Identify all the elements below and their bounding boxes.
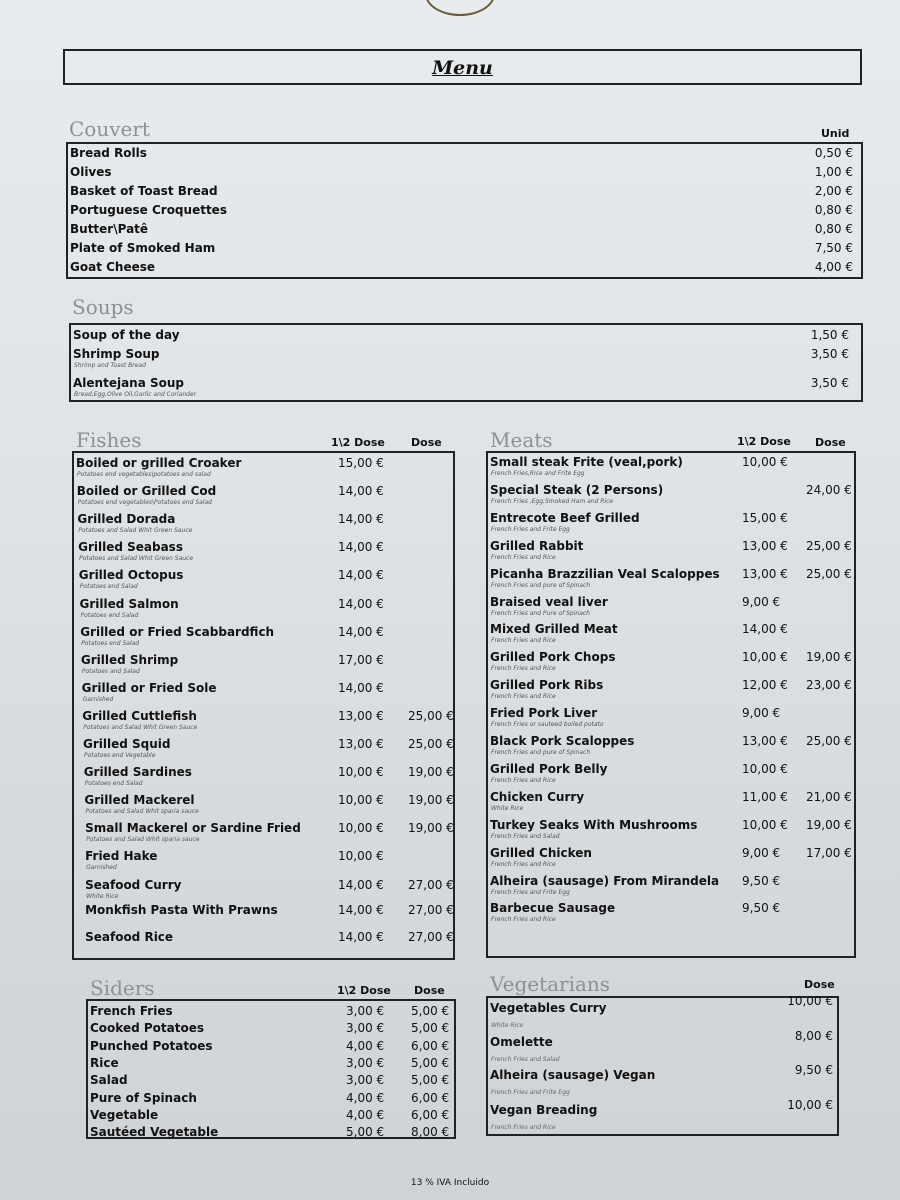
meat-item-half-dose-price: 14,00 € — [742, 622, 788, 637]
fish-item-description: Potatoes and Salad Whit Green Sauce — [78, 527, 193, 535]
vegetarians-dose-header: Dose — [804, 978, 835, 991]
fish-item-half-dose-price: 14,00 € — [338, 540, 384, 555]
meat-item-dose-price: 25,00 € — [806, 566, 852, 581]
soups-title: Soups — [72, 295, 134, 319]
meat-item-description: French Fries and pure of Spinach — [491, 581, 591, 589]
fish-item-half-dose-price: 13,00 € — [338, 737, 384, 751]
couvert-unit-header: Unid — [821, 127, 850, 140]
fish-item-name: Grilled Octopus — [78, 568, 184, 583]
fish-item-name: Grilled Seabass — [78, 540, 183, 555]
meat-item-half-dose-price: 9,00 € — [742, 845, 781, 860]
fish-item-name: Grilled Mackerel — [84, 793, 195, 808]
meat-item-half-dose-price: 9,00 € — [742, 706, 781, 721]
soup-item-description: Bread,Egg,Olive Oil,Garlic and Coriander — [74, 391, 197, 398]
sider-item-dose-price: 5,00 € — [411, 1021, 450, 1036]
fish-item-description: Garnished — [86, 864, 117, 872]
fish-item-description: Potatoes and Salad Whit Green Sauce — [83, 723, 198, 731]
couvert-item-name: Olives — [70, 165, 112, 179]
meat-item-name: Turkey Seaks With Mushrooms — [490, 817, 698, 832]
fishes-title: Fishes — [76, 428, 142, 452]
soup-item-price: 3,50 € — [810, 376, 849, 390]
fish-item-name: Seafood Rice — [85, 930, 174, 944]
meat-item-name: Grilled Pork Ribs — [490, 678, 604, 693]
meat-item-half-dose-price: 9,50 € — [742, 901, 781, 916]
fish-item-half-dose-price: 14,00 € — [338, 903, 384, 917]
couvert-item-name: Portuguese Croquettes — [70, 203, 227, 217]
fish-item-dose-price: 19,00 € — [408, 765, 454, 780]
meat-item-dose-price: 17,00 € — [806, 845, 852, 860]
meat-item-dose-price: 24,00 € — [806, 482, 852, 497]
sider-item-half-dose-price: 3,00 € — [346, 1004, 385, 1018]
fish-item-name: Fried Hake — [85, 849, 158, 864]
sider-item-name: Salad — [90, 1073, 128, 1088]
meat-item-half-dose-price: 13,00 € — [742, 566, 788, 581]
fish-item-description: Potatoes end Salad — [81, 639, 140, 647]
meat-item-description: French Fries and Rice — [491, 860, 556, 868]
meat-item-name: Chicken Curry — [490, 789, 585, 804]
vegetarian-item-name: Omelette — [490, 1035, 553, 1049]
siders-dose-header: Dose — [414, 984, 445, 997]
couvert-item-price: 0,80 € — [814, 222, 853, 236]
meat-item-dose-price: 25,00 € — [806, 538, 852, 553]
couvert-item-name: Bread Rolls — [70, 146, 147, 160]
fish-item-description: Potatoes end Salad — [79, 583, 138, 591]
fish-item-description: Potatoes end vegetables\Potatoes end Salad — [77, 499, 212, 507]
vegetarians-title: Vegetarians — [490, 972, 611, 996]
vegetarian-item-description: French Fries and Frite Egg — [491, 1089, 570, 1096]
sider-item-name: Rice — [90, 1055, 119, 1070]
meat-item-description: French Fries and Salad — [491, 832, 560, 840]
fish-item-description: Potatoes end Vegetable — [84, 752, 156, 759]
meat-item-name: Grilled Pork Belly — [490, 761, 608, 776]
meat-item-name: Grilled Chicken — [490, 845, 592, 860]
fish-item-half-dose-price: 14,00 € — [338, 484, 384, 499]
fish-item-half-dose-price: 10,00 € — [338, 849, 384, 864]
meat-item-description: French Fries and Rice — [491, 637, 556, 645]
fish-item-name: Grilled Squid — [83, 737, 171, 751]
fish-item-name: Boiled or Grilled Cod — [76, 484, 217, 499]
fish-item-half-dose-price: 10,00 € — [338, 793, 384, 808]
tax-footer: 13 % IVA Incluido — [410, 1178, 490, 1188]
fish-item-half-dose-price: 14,00 € — [338, 512, 384, 527]
vegetarian-item-price: 8,00 € — [794, 1029, 833, 1043]
soup-item-price: 3,50 € — [810, 347, 849, 361]
fish-item-dose-price: 27,00 € — [408, 930, 454, 944]
fish-item-description: Potatoes and Salad Whit Green Sauce — [79, 555, 194, 563]
meat-item-half-dose-price: 15,00 € — [742, 510, 788, 525]
meat-item-name: Alheira (sausage) From Mirandela — [490, 873, 720, 888]
couvert-item-price: 7,50 € — [814, 241, 853, 255]
meat-item-half-dose-price: 10,00 € — [742, 761, 788, 776]
fish-item-name: Grilled Shrimp — [80, 652, 179, 667]
sider-item-name: Sautéed Vegetable — [90, 1125, 219, 1140]
couvert-item-price: 4,00 € — [814, 260, 853, 274]
vegetarian-item-price: 9,50 € — [794, 1063, 833, 1077]
soup-item-name: Soup of the day — [73, 328, 180, 342]
couvert-section — [66, 142, 863, 279]
soups-section — [69, 323, 863, 402]
fish-item-half-dose-price: 14,00 € — [338, 680, 384, 695]
meat-item-dose-price: 25,00 € — [806, 734, 852, 748]
fish-item-description: Garnished — [82, 695, 114, 703]
menu-title-box — [63, 49, 862, 85]
couvert-item-price: 0,50 € — [814, 146, 853, 160]
fish-item-dose-price: 25,00 € — [408, 708, 454, 723]
sider-item-dose-price: 5,00 € — [411, 1073, 450, 1088]
siders-title: Siders — [90, 976, 155, 1000]
meat-item-name: Fried Pork Liver — [490, 706, 598, 721]
fish-item-description: Potatoes end vegetables\potatoes end salad — [77, 471, 211, 478]
vegetarian-item-name: Vegan Breading — [490, 1103, 598, 1117]
fish-item-dose-price: 27,00 € — [408, 877, 454, 892]
vegetarian-item-name: Alheira (sausage) Vegan — [490, 1068, 656, 1082]
sider-item-dose-price: 5,00 € — [411, 1055, 450, 1070]
fishes-half-dose-header: 1\2 Dose — [331, 436, 385, 449]
couvert-item-name: Basket of Toast Bread — [70, 184, 218, 198]
couvert-item-price: 2,00 € — [814, 184, 853, 198]
meat-item-dose-price: 19,00 € — [806, 650, 852, 665]
couvert-item-name: Butter\Patê — [70, 222, 149, 236]
fish-item-dose-price: 25,00 € — [408, 737, 454, 751]
vegetarian-item-description: French Fries and Salad — [491, 1056, 560, 1063]
fish-item-dose-price: 19,00 € — [408, 821, 454, 836]
sider-item-dose-price: 6,00 € — [411, 1090, 450, 1105]
fish-item-dose-price: 27,00 € — [408, 903, 454, 917]
sider-item-half-dose-price: 4,00 € — [346, 1038, 385, 1053]
meat-item-half-dose-price: 13,00 € — [742, 538, 788, 553]
fishes-dose-header: Dose — [411, 436, 442, 449]
meat-item-half-dose-price: 13,00 € — [742, 734, 788, 748]
couvert-title: Couvert — [69, 117, 150, 141]
meat-item-description: French Fries and Rice — [491, 693, 556, 701]
meat-item-description: French Fries and Pure of Spinach — [491, 609, 590, 617]
vegetarian-item-description: French Fries and Rice — [491, 1124, 556, 1131]
meat-item-half-dose-price: 10,00 € — [742, 650, 788, 665]
meat-item-description: French Fries and Frite Egg — [491, 888, 570, 896]
meat-item-name: Black Pork Scaloppes — [490, 734, 635, 748]
fish-item-name: Monkfish Pasta With Prawns — [85, 903, 278, 917]
meat-item-description: French Fries and pure of Spinach — [491, 749, 591, 756]
meat-item-name: Small steak Frite (veal,pork) — [490, 455, 683, 469]
fish-item-description: White Rice — [86, 892, 119, 900]
fish-item-dose-price: 19,00 € — [408, 793, 454, 808]
meat-item-description: French Fries or sauteed boiled potato — [491, 721, 604, 729]
meat-item-name: Grilled Rabbit — [490, 538, 584, 553]
fish-item-name: Grilled Salmon — [79, 596, 179, 611]
soup-item-name: Alentejana Soup — [73, 376, 185, 390]
fish-item-half-dose-price: 15,00 € — [338, 456, 384, 470]
couvert-item-price: 0,80 € — [814, 203, 853, 217]
sider-item-dose-price: 6,00 € — [411, 1038, 450, 1053]
siders-section — [86, 999, 456, 1139]
fish-item-name: Small Mackerel or Sardine Fried — [85, 821, 301, 836]
meat-item-half-dose-price: 9,00 € — [742, 594, 781, 609]
meat-item-dose-price: 23,00 € — [806, 678, 852, 693]
couvert-item-name: Plate of Smoked Ham — [70, 241, 216, 255]
meat-item-name: Barbecue Sausage — [490, 901, 616, 916]
meats-section — [486, 451, 856, 958]
meat-item-description: French Fries and Frite Egg — [491, 525, 570, 533]
sider-item-name: Vegetable — [90, 1107, 159, 1122]
sider-item-half-dose-price: 4,00 € — [346, 1090, 385, 1105]
fish-item-description: Potatoes and Salad — [81, 667, 140, 675]
fish-item-half-dose-price: 13,00 € — [338, 708, 384, 723]
meat-item-name: Entrecote Beef Grilled — [490, 510, 640, 525]
fish-item-name: Seafood Curry — [85, 877, 182, 892]
fish-item-half-dose-price: 14,00 € — [338, 568, 384, 583]
sider-item-name: French Fries — [90, 1004, 173, 1018]
meat-item-half-dose-price: 11,00 € — [742, 789, 788, 804]
couvert-item-name: Goat Cheese — [70, 260, 156, 274]
fishes-section — [72, 451, 455, 960]
sider-item-name: Cooked Potatoes — [90, 1021, 204, 1036]
soup-item-description: Shrimp and Toast Bread — [74, 362, 146, 369]
fish-item-half-dose-price: 14,00 € — [338, 877, 384, 892]
vegetarian-item-name: Vegetables Curry — [490, 1001, 607, 1015]
fish-item-description: Potatoes and Salad Whit sparia sauce — [86, 836, 200, 844]
siders-half-dose-header: 1\2 Dose — [337, 984, 391, 997]
sider-item-dose-price: 5,00 € — [411, 1004, 450, 1018]
vegetarian-item-price: 10,00 € — [787, 1098, 833, 1112]
meat-item-description: French Fries,Rice and Frite Egg — [491, 470, 585, 477]
sider-item-dose-price: 6,00 € — [411, 1107, 450, 1122]
meat-item-description: French Fries and Rice — [491, 665, 556, 673]
fish-item-half-dose-price: 10,00 € — [338, 765, 384, 780]
fish-item-description: Potatoes and Salad Whit sparia sauce — [85, 808, 199, 816]
meat-item-description: White Rice — [491, 804, 524, 812]
fish-item-name: Grilled Dorada — [77, 512, 176, 527]
fish-item-name: Boiled or grilled Croaker — [76, 456, 242, 470]
fish-item-half-dose-price: 14,00 € — [338, 596, 384, 611]
fish-item-description: Potatoes end Salad — [84, 780, 143, 788]
meats-title: Meats — [490, 428, 553, 452]
sider-item-half-dose-price: 3,00 € — [346, 1055, 385, 1070]
soup-item-price: 1,50 € — [810, 328, 849, 342]
meat-item-name: Special Steak (2 Persons) — [490, 482, 664, 497]
sider-item-half-dose-price: 4,00 € — [346, 1107, 385, 1122]
vegetarian-item-price: 10,00 € — [787, 994, 833, 1008]
fish-item-name: Grilled or Fried Scabbardfich — [80, 624, 275, 639]
meat-item-half-dose-price: 9,50 € — [742, 873, 781, 888]
sider-item-name: Pure of Spinach — [90, 1090, 197, 1105]
fish-item-name: Grilled Cuttlefish — [82, 708, 197, 723]
meat-item-name: Picanha Brazzilian Veal Scaloppes — [490, 566, 720, 581]
meat-item-name: Grilled Pork Chops — [490, 650, 616, 665]
sider-item-half-dose-price: 5,00 € — [346, 1125, 385, 1140]
sider-item-name: Punched Potatoes — [90, 1038, 213, 1053]
meat-item-description: French Fries and Rice — [491, 553, 556, 561]
vegetarian-item-description: White Rice — [491, 1022, 524, 1029]
meat-item-name: Mixed Grilled Meat — [490, 622, 618, 637]
fish-item-half-dose-price: 17,00 € — [338, 652, 384, 667]
meat-item-description: French Fries and Rice — [491, 916, 556, 924]
meat-item-dose-price: 21,00 € — [806, 789, 852, 804]
sider-item-dose-price: 8,00 € — [411, 1125, 450, 1140]
menu-title: Menu — [432, 57, 493, 79]
restaurant-logo — [425, 0, 495, 16]
vegetarians-section — [486, 996, 839, 1136]
fish-item-name: Grilled or Fried Sole — [81, 680, 217, 695]
fish-item-name: Grilled Sardines — [83, 765, 192, 780]
meat-item-half-dose-price: 12,00 € — [742, 678, 788, 693]
meat-item-name: Braised veal liver — [490, 594, 608, 609]
meats-half-dose-header: 1\2 Dose — [737, 435, 791, 448]
meat-item-dose-price: 19,00 € — [806, 817, 852, 832]
sider-item-half-dose-price: 3,00 € — [346, 1073, 385, 1088]
meat-item-half-dose-price: 10,00 € — [742, 455, 788, 469]
sider-item-half-dose-price: 3,00 € — [346, 1021, 385, 1036]
couvert-item-price: 1,00 € — [814, 165, 853, 179]
soup-item-name: Shrimp Soup — [73, 347, 160, 361]
meat-item-description: French Fries and Rice — [491, 776, 556, 784]
meat-item-description: French Fries ,Egg,Smoked Ham and Rice — [491, 497, 614, 505]
fish-item-half-dose-price: 10,00 € — [338, 821, 384, 836]
meats-dose-header: Dose — [815, 436, 846, 449]
fish-item-description: Potatoes end Salad — [80, 611, 139, 619]
fish-item-half-dose-price: 14,00 € — [338, 930, 384, 944]
fish-item-half-dose-price: 14,00 € — [338, 624, 384, 639]
meat-item-half-dose-price: 10,00 € — [742, 817, 788, 832]
